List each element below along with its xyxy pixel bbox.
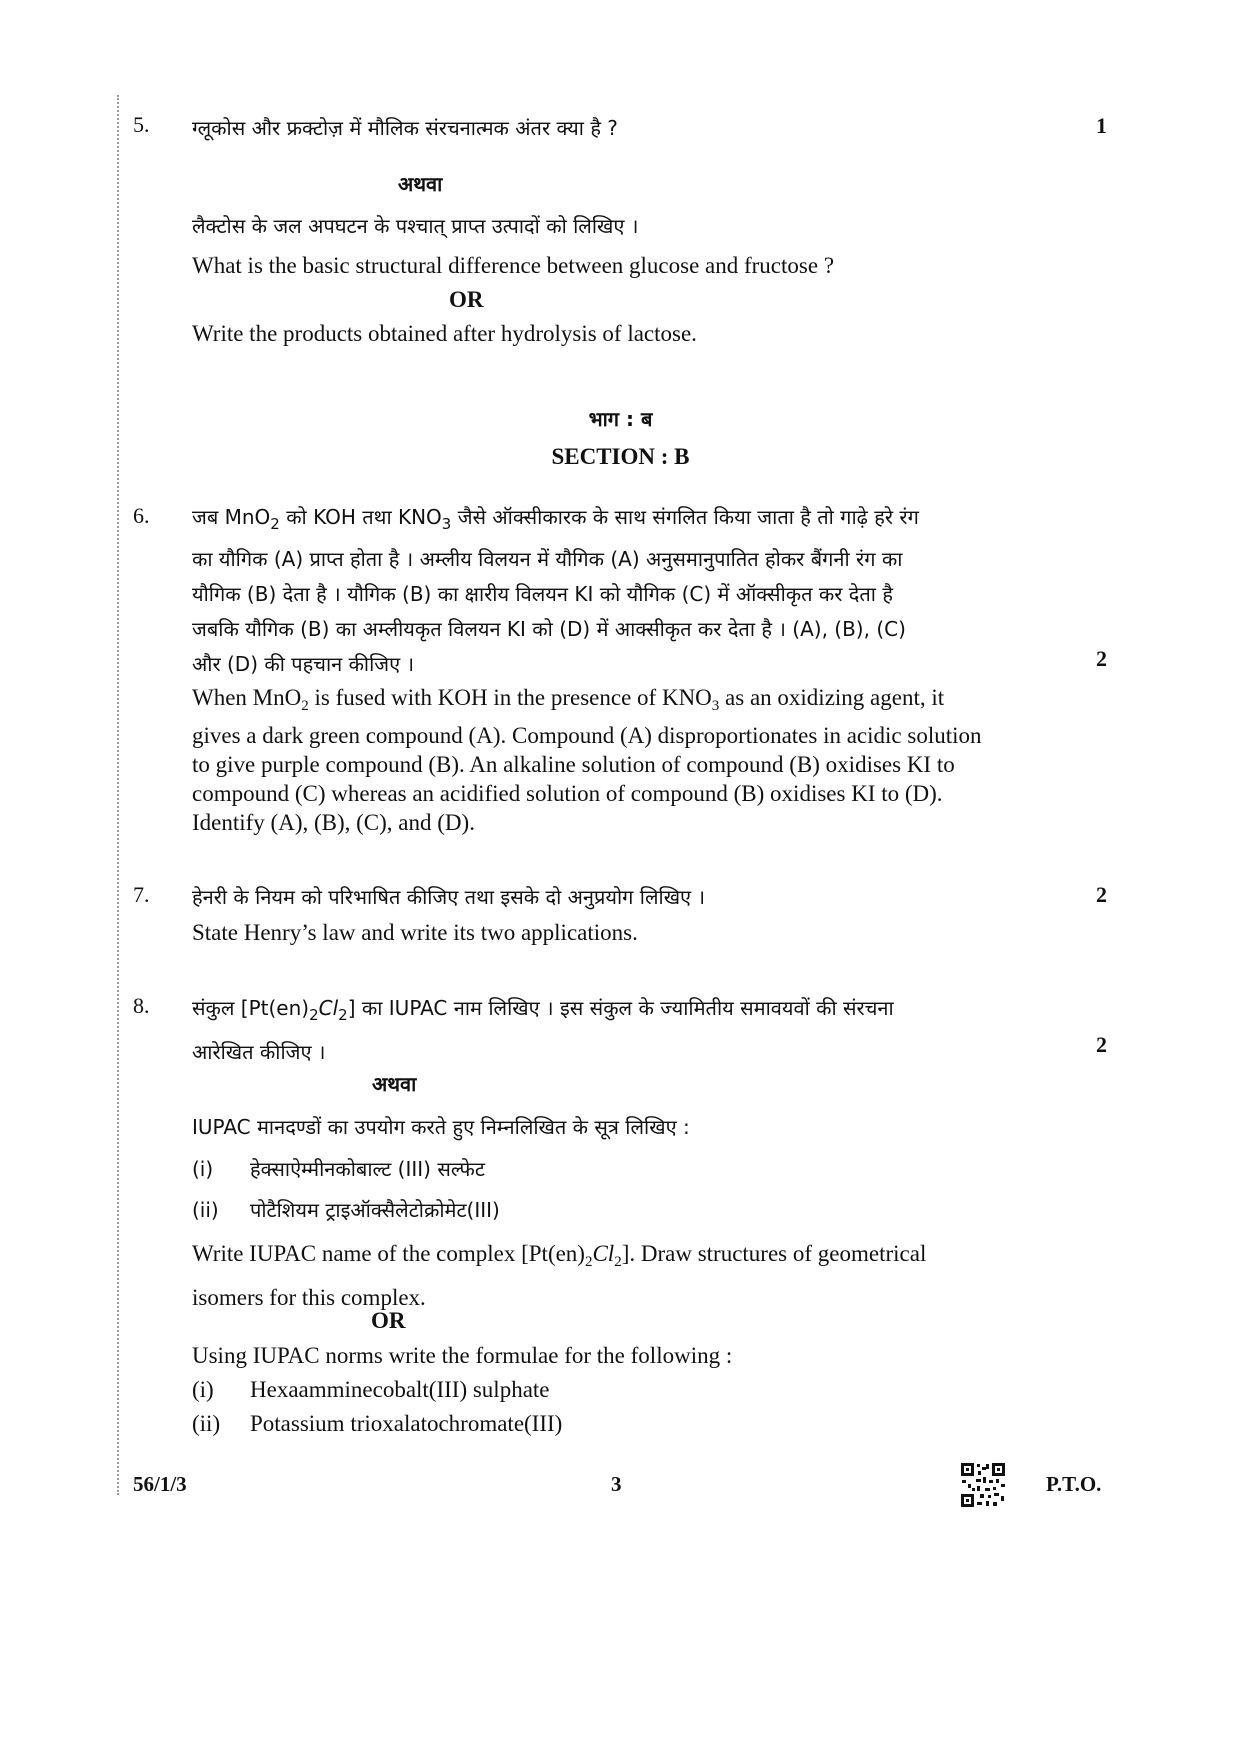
q8-hindi-alt: IUPAC मानदण्डों का उपयोग करते हुए निम्नलिखित के सूत्र लिखिए : [192,1115,690,1139]
footer-paper-code: 56/1/3 [133,1472,187,1496]
q8-hindi-line-1: संकुल $[Pt(en)_2Cl_2]$ का IUPAC नाम लिखिए । इस संकुल के ज्यामितीय समावयवों की संरचना [192,996,894,1024]
footer-page-number: 3 [611,1472,622,1496]
q5-hindi-or: अथवा [398,172,443,196]
qr-code-icon [960,1462,1006,1508]
q8-hindi-text [192,990,1052,1071]
q6-marks: 2 [1096,646,1107,671]
q8-number: 8. [133,993,150,1018]
q8-english-or: OR [371,1308,406,1333]
q5-english-question: What is the basic structural difference between glucose and fructose ? [192,253,835,278]
q8-hindi-option-1: (i) हेक्साऐम्मीनकोबाल्ट (III) सल्फेट [192,1157,485,1181]
q6-hindi-line-1: जब MnO$_2$ को KOH तथा $KNO_3$ जैसे ऑक्सीकारक के साथ संगलित किया जाता है तो गाढ़े हरे रंग [192,505,919,533]
q8-english-alt: Using IUPAC norms write the formulae for the following : [192,1343,733,1368]
q7-marks: 2 [1096,882,1107,907]
q6-hindi-line-2: का यौगिक (A) प्राप्त होता है । अम्लीय विलयन में यौगिक (A) अनुसमानुपातित होकर बैंगनी रंग का [192,547,903,571]
margin-dotted-line [117,95,119,1495]
q6-hindi-line-5: और (D) की पहचान कीजिए । [192,652,415,676]
q6-english-line-3: to give purple compound (B). An alkaline solution of compound (B) oxidises KI to [192,752,955,777]
section-english-heading: SECTION : B [551,444,690,469]
q6-english-line-1: When MnO$_2$ is fused with KOH in the presence of $KNO_3$ as an oxidizing agent, it [192,685,945,714]
footer-pto: P.T.O. [1046,1472,1102,1496]
q8-hindi-line-2: आरेखित कीजिए । [192,1040,326,1064]
q6-english-text [192,683,1052,837]
q8-marks: 2 [1096,1032,1107,1057]
q5-number: 5. [133,112,150,137]
q7-hindi: हेनरी के नियम को परिभाषित कीजिए तथा इसके दो अनुप्रयोग लिखिए । [192,885,706,909]
q5-english-alt: Write the products obtained after hydrolysis of lactose. [192,321,697,346]
q8-english-option-2: (ii) Potassium trioxalatochromate(III) [192,1411,563,1436]
q8-english-option-1: (i) Hexaamminecobalt(III) sulphate [192,1377,550,1402]
q6-english-line-2: gives a dark green compound (A). Compound (A) disproportionates in acidic solution [192,723,982,748]
q8-hindi-option-2: (ii) पोटैशियम ट्राइऑक्सैलेटोक्रोमेट(III) [192,1198,500,1222]
q8-english-line-1: Write IUPAC name of the complex $[Pt(en)_2Cl_2]$. Draw structures of geometrical [192,1241,927,1270]
q6-hindi-line-3: यौगिक (B) देता है । यौगिक (B) का क्षारीय विलयन KI को यौगिक (C) में ऑक्सीकृत कर देता है [192,582,893,606]
q5-english-or: OR [449,287,484,312]
section-hindi-heading: भाग : ब [588,407,653,431]
q5-hindi-question: ग्लूकोस और फ्रक्टोज़ में मौलिक संरचनात्मक अंतर क्या है ? [192,116,618,140]
q7-number: 7. [133,882,150,907]
q6-hindi-text [192,500,1052,682]
q8-english-text [192,1236,1052,1315]
q6-english-line-4: compound (C) whereas an acidified solution of compound (B) oxidises KI to (D). [192,781,943,806]
q6-hindi-line-4: जबकि यौगिक (B) का अम्लीयकृत विलयन KI को (D) में आक्सीकृत कर देता है । (A), (B), (C) [192,617,906,641]
q6-number: 6. [133,503,150,528]
q5-hindi-alt: लैक्टोस के जल अपघटन के पश्चात् प्राप्त उत्पादों को लिखिए । [192,214,639,238]
q8-english-line-2: isomers for this complex. [192,1285,426,1310]
q8-hindi-or: अथवा [372,1072,417,1096]
q6-english-line-5: Identify (A), (B), (C), and (D). [192,810,475,835]
q7-english: State Henry’s law and write its two applications. [192,920,638,945]
q5-marks: 1 [1096,113,1107,138]
